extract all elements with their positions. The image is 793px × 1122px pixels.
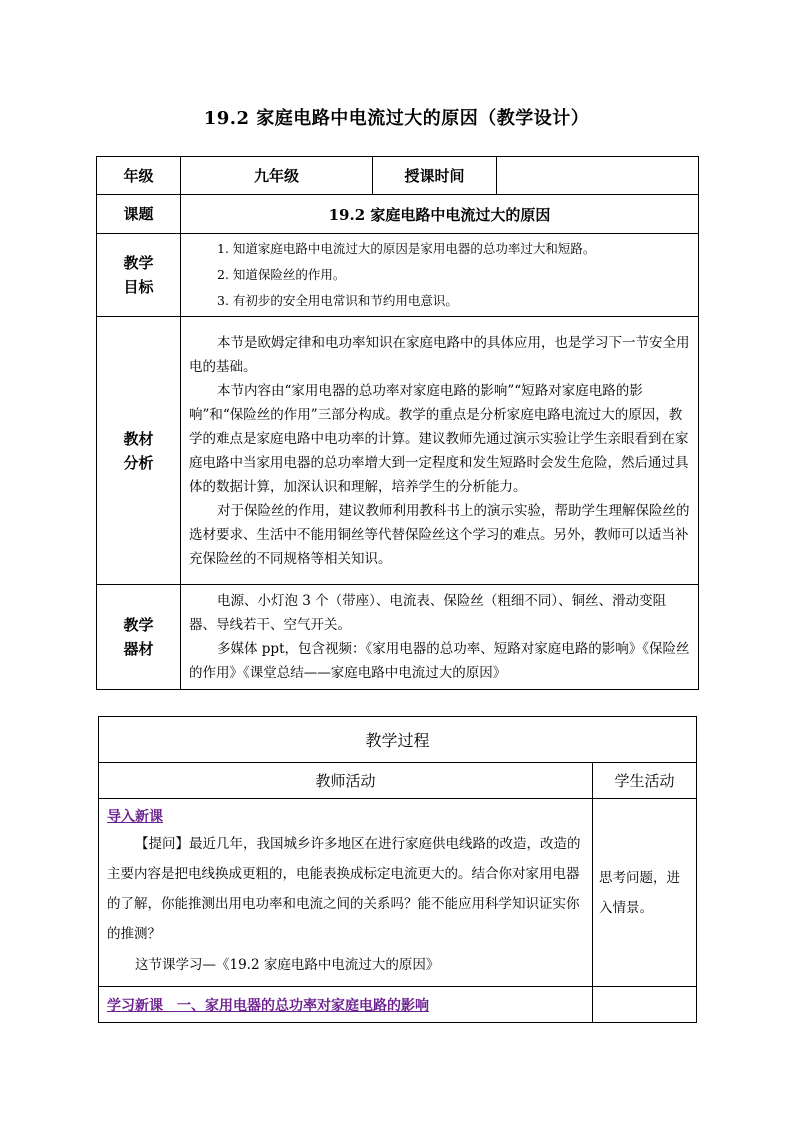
teacher-activity-header: 教师活动 bbox=[99, 763, 593, 799]
process-header: 教学过程 bbox=[99, 717, 697, 763]
goals-row bbox=[97, 234, 699, 317]
goal-item: 1. 知道家庭电路中电流过大的原因是家用电器的总功率过大和短路。 bbox=[217, 241, 596, 256]
materials-label-line-2: 器材 bbox=[123, 640, 154, 658]
analysis-label-line-1: 教材 bbox=[123, 429, 154, 448]
topic-value: 19.2 家庭电路中电流过大的原因 bbox=[181, 195, 699, 234]
goal-item: 2. 知道保险丝的作用。 bbox=[217, 267, 346, 282]
intro-section-link[interactable]: 导入新课 bbox=[107, 809, 163, 825]
topic-label: 课题 bbox=[97, 195, 181, 234]
analysis-label-line-2: 分析 bbox=[123, 453, 154, 472]
materials-label-line-1: 教学 bbox=[123, 616, 154, 634]
time-label: 授课时间 bbox=[373, 157, 497, 195]
new-lesson-teacher-cell bbox=[99, 987, 593, 1023]
new-lesson-student-cell bbox=[593, 987, 697, 1023]
materials-content bbox=[181, 585, 699, 690]
materials-row bbox=[97, 585, 699, 690]
course-info-table bbox=[96, 156, 699, 690]
intro-question-text: 【提问】最近几年，我国城乡许多地区在进行家庭供电线路的改造，改造的主要内容是把电线换成更粗的，电能表换成标定电流更大的。结合你对家用电器的了解，你能推测出用电功率和电流之间的关系吗？能不能应用科学知识证实你的推测？ bbox=[107, 836, 581, 942]
analysis-label bbox=[97, 317, 181, 585]
topic-row bbox=[97, 195, 699, 234]
intro-student-cell: 思考问题，进入情景。 bbox=[593, 799, 697, 987]
analysis-paragraph: 对于保险丝的作用，建议教师利用教科书上的演示实验，帮助学生理解保险丝的选材要求、生活中不能用铜丝等代替保险丝这个学习的难点。另外，教师可以适当补充保险丝的不同规格等相关知识。 bbox=[189, 502, 690, 567]
analysis-paragraph: 本节内容由“家用电器的总功率对家庭电路的影响”“短路对家庭电路的影响”和“保险丝的作用”三部分构成。教学的重点是分析家庭电路电流过大的原因，教学的难点是家庭电路中电功率的计算。建议教师先通过演示实验让学生亲眼看到在家庭电路中当家用电器的总功率增大到一定程度和发生短路时会发生危险，然后通过具体的数据计算，加深认识和理解，培养学生的分析能力。 bbox=[189, 382, 689, 495]
analysis-content bbox=[181, 317, 699, 585]
goals-label-line-2: 目标 bbox=[123, 278, 154, 296]
intro-teacher-cell bbox=[99, 799, 593, 987]
intro-row bbox=[99, 799, 697, 987]
new-lesson-section-link[interactable]: 学习新课 一、家用电器的总功率对家庭电路的影响 bbox=[107, 997, 429, 1014]
document-title: 19.2 家庭电路中电流过大的原因（教学设计） bbox=[203, 108, 590, 129]
goals-label bbox=[97, 234, 181, 317]
analysis-paragraph: 本节是欧姆定律和电功率知识在家庭电路中的具体应用，也是学习下一节安全用电的基础。 bbox=[189, 334, 690, 375]
student-activity-header: 学生活动 bbox=[593, 763, 697, 799]
intro-lesson-text: 这节课学习—《19.2 家庭电路中电流过大的原因》 bbox=[135, 957, 440, 973]
goals-label-line-1: 教学 bbox=[123, 254, 154, 272]
process-header-row bbox=[99, 717, 697, 763]
grade-row bbox=[97, 157, 699, 195]
grade-label: 年级 bbox=[97, 157, 181, 195]
grade-value: 九年级 bbox=[181, 157, 373, 195]
teaching-process-table bbox=[98, 716, 697, 1023]
new-lesson-row bbox=[99, 987, 697, 1023]
analysis-row bbox=[97, 317, 699, 585]
materials-paragraph: 电源、小灯泡 3 个（带座）、电流表、保险丝（粗细不同）、铜丝、滑动变阻器、导线若干、空气开关。 bbox=[189, 593, 667, 633]
goals-content bbox=[181, 234, 699, 317]
materials-label bbox=[97, 585, 181, 690]
column-header-row bbox=[99, 763, 697, 799]
time-value bbox=[497, 157, 699, 195]
goal-item: 3. 有初步的安全用电常识和节约用电意识。 bbox=[217, 293, 458, 308]
materials-paragraph: 多媒体 ppt，包含视频：《家用电器的总功率、短路对家庭电路的影响》《保险丝的作用》《课堂总结——家庭电路中电流过大的原因》 bbox=[189, 641, 690, 681]
